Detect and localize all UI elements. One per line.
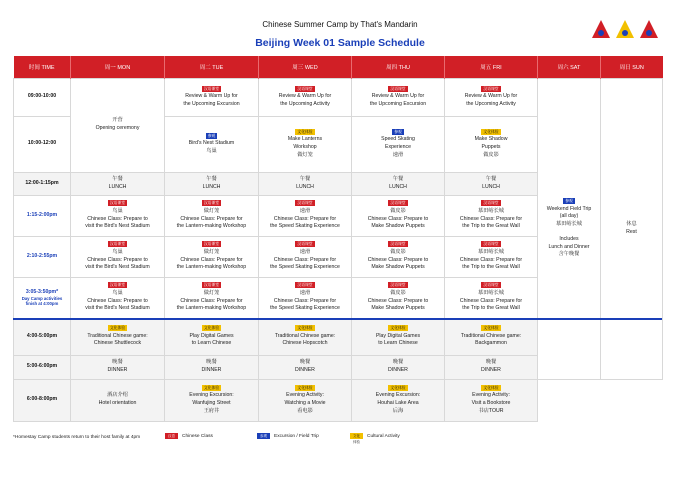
lunch-cell: 午餐 LUNCH [165, 172, 259, 195]
time-cell: 10:00-12:00 [14, 116, 71, 172]
lunch-cell: 午餐 LUNCH [352, 172, 445, 195]
camp-title: Chinese Summer Camp by That's Mandarin [262, 20, 418, 29]
col-time: 时间 TIME [14, 56, 71, 78]
time-cell: 2:10-2:55pm [14, 236, 71, 277]
class-cell: 汉语课堂 做灯笼 Chinese Class: Prepare for the Lantern-making Workshop [165, 277, 259, 318]
footer [13, 432, 662, 446]
legend-swatch-red: 汉语课堂 [165, 433, 178, 439]
class-cell: 汉语课堂 鸟巢 Chinese Class: Prepare to visit the Bird's Nest Stadium [71, 277, 165, 318]
footnote: *Homestay Camp students return to their host family at 4pm [13, 435, 141, 440]
saturday-field-trip-cell: 参观 Weekend Field Trip (all day) 慕田峪长城 Includes Lunch and Dinner 含午晚餐 [538, 78, 601, 379]
class-cell: 汉语课堂 速滑 Chinese Class: Prepare for the Speed Skating Experience [259, 277, 352, 318]
schedule-cell: 文化体验 Make Shadow Puppets 做皮影 [445, 116, 538, 172]
legend-swatch-blue: 参观 [257, 433, 270, 439]
time-cell: 4:00-5:00pm [14, 318, 71, 355]
opening-ceremony-cell: 开营 Opening ceremony [71, 78, 165, 172]
activity-cell: 文化体验 Traditional Chinese game: Backgammon [445, 318, 538, 355]
time-cell: 09:00-10:00 [14, 78, 71, 116]
sunday-rest-cell: 休息 Rest [601, 78, 663, 379]
col-sun: 周日 SUN [601, 56, 663, 78]
evening-cell: 文化体验 Evening Activity: Visit a Bookstore 书店TOUR [445, 379, 538, 421]
page-title: Beijing Week 01 Sample Schedule [255, 37, 425, 49]
dinner-cell: 晚餐 DINNER [352, 355, 445, 379]
col-mon: 周一 MON [71, 56, 165, 78]
schedule-cell: 参观 Speed Skating Experience 速滑 [352, 116, 445, 172]
legend-swatch-yellow: 文化体验 [350, 433, 363, 439]
class-cell: 汉语课堂 速滑 Chinese Class: Prepare for the Speed Skating Experience [259, 195, 352, 236]
time-cell: 5:00-6:00pm [14, 355, 71, 379]
evening-cell: 酒店介绍 Hotel orientation [71, 379, 165, 421]
class-cell: 汉语课堂 慕田峪长城 Chinese Class: Prepare for the Trip to the Great Wall [445, 236, 538, 277]
time-cell: 3:05-3:50pm* Day Camp activities finish at 4:00pm [14, 277, 71, 318]
day-camp-divider [13, 318, 662, 320]
evening-cell: 文化体验 Evening Excursion: Wanfujing Street 王府井 [165, 379, 259, 421]
lunch-cell: 午餐 LUNCH [259, 172, 352, 195]
activity-cell: 文化体验 Play Digital Games to Learn Chinese [352, 318, 445, 355]
schedule-table [13, 56, 663, 422]
dinner-cell: 晚餐 DINNER [445, 355, 538, 379]
schedule-cell: 汉语课堂 Review & Warm Up for the Upcoming Activity [259, 78, 352, 116]
class-cell: 汉语课堂 速滑 Chinese Class: Prepare for the Speed Skating Experience [259, 236, 352, 277]
evening-cell: 文化体验 Evening Activity: Watching a Movie 看电影 [259, 379, 352, 421]
activity-cell: 文化体验 Traditional Chinese game: Chinese Hopscotch [259, 318, 352, 355]
col-wed: 周三 WED [259, 56, 352, 78]
activity-cell: 文化体验 Traditional Chinese game: Chinese Shuttlecock [71, 318, 165, 355]
camp-logo-icon [590, 16, 662, 40]
evening-cell: 文化体验 Evening Excursion: Houhai Lake Area 后海 [352, 379, 445, 421]
col-tue: 周二 TUE [165, 56, 259, 78]
class-cell: 汉语课堂 做灯笼 Chinese Class: Prepare for the Lantern-making Workshop [165, 195, 259, 236]
col-fri: 周五 FRI [445, 56, 538, 78]
class-cell: 汉语课堂 慕田峪长城 Chinese Class: Prepare for the Trip to the Great Wall [445, 277, 538, 318]
dinner-cell: 晚餐 DINNER [165, 355, 259, 379]
legend-excursion: 参观 Excursion / Field Trip [257, 433, 319, 440]
schedule-cell: 文化体验 Make Lanterns Workshop 做灯笼 [259, 116, 352, 172]
dinner-cell: 晚餐 DINNER [259, 355, 352, 379]
time-cell: 6:00-8:00pm [14, 379, 71, 421]
header [0, 0, 680, 56]
class-cell: 汉语课堂 做皮影 Chinese Class: Prepare to Make Shadow Puppets [352, 236, 445, 277]
activity-cell: 文化体验 Play Digital Games to Learn Chinese [165, 318, 259, 355]
time-cell: 12:00-1:15pm [14, 172, 71, 195]
class-cell: 汉语课堂 做皮影 Chinese Class: Prepare to Make Shadow Puppets [352, 195, 445, 236]
schedule-cell: 参观 Bird's Nest Stadium 鸟巢 [165, 116, 259, 172]
class-cell: 汉语课堂 做皮影 Chinese Class: Prepare to Make Shadow Puppets [352, 277, 445, 318]
schedule-cell: 汉语课堂 Review & Warm Up for the Upcoming Excursion [165, 78, 259, 116]
class-cell: 汉语课堂 慕田峪长城 Chinese Class: Prepare for the Trip to the Great Wall [445, 195, 538, 236]
lunch-cell: 午餐 LUNCH [71, 172, 165, 195]
legend-chinese-class: 汉语课堂 Chinese Class [165, 433, 213, 440]
legend-cultural-activity: 文化体验 Cultural Activity [350, 433, 400, 440]
table-row [14, 379, 663, 421]
lunch-cell: 午餐 LUNCH [445, 172, 538, 195]
class-cell: 汉语课堂 鸟巢 Chinese Class: Prepare to visit the Bird's Nest Stadium [71, 195, 165, 236]
schedule-cell: 汉语课堂 Review & Warm Up for the Upcoming Excursion [352, 78, 445, 116]
class-cell: 汉语课堂 鸟巢 Chinese Class: Prepare to visit the Bird's Nest Stadium [71, 236, 165, 277]
time-cell: 1:15-2:00pm [14, 195, 71, 236]
col-sat: 周六 SAT [538, 56, 601, 78]
table-row [14, 78, 663, 116]
schedule-cell: 汉语课堂 Review & Warm Up for the Upcoming Activity [445, 78, 538, 116]
class-cell: 汉语课堂 做灯笼 Chinese Class: Prepare for the Lantern-making Workshop [165, 236, 259, 277]
header-row [14, 56, 663, 78]
col-thu: 周四 THU [352, 56, 445, 78]
dinner-cell: 晚餐 DINNER [71, 355, 165, 379]
